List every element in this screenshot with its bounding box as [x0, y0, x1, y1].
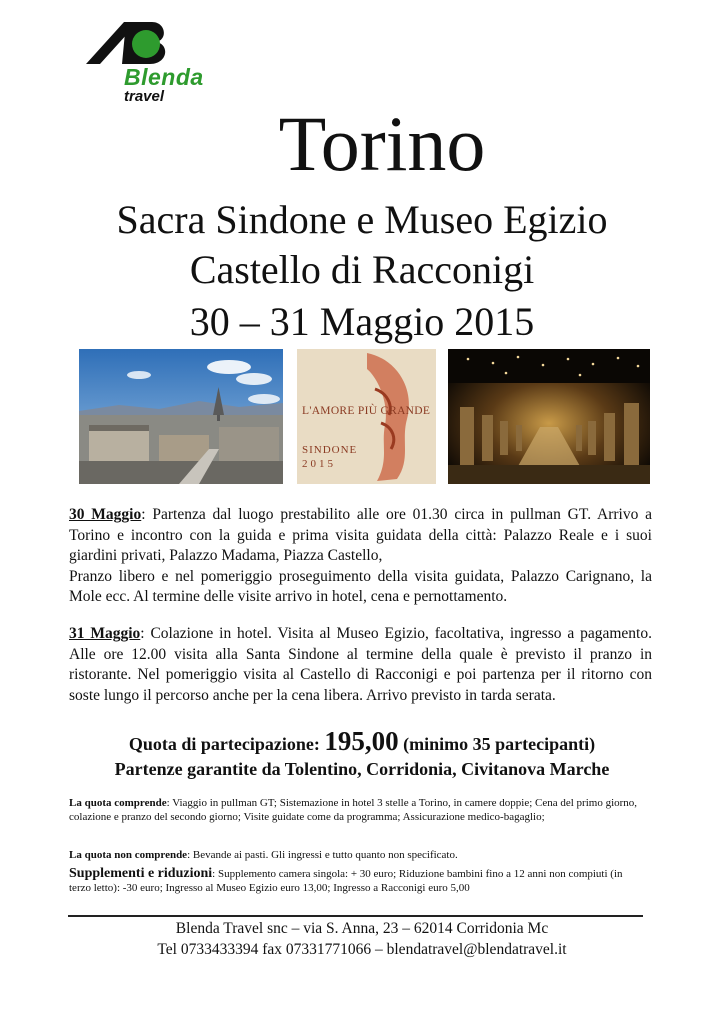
price-note: (minimo 35 partecipanti) [403, 734, 596, 754]
sindone-poster-image [297, 349, 436, 484]
supplements-body: : Supplemento camera singola: + 30 euro; Riduzione bambini fino a 12 anni non compiuti (in terzo letto): -30 euro; Ingresso al Museo Egizio euro 13,00; Ingresso a Racconigi euro 5,00 [69, 868, 623, 894]
poster-line-3: 2015 [302, 458, 336, 470]
footer-address: Blenda Travel snc – via S. Anna, 23 – 62014 Corridonia Mc [175, 920, 549, 937]
supplements-label: Supplementi e riduzioni [69, 866, 213, 881]
day-1-text-continued: Pranzo libero e nel pomeriggio proseguimento della visita guidata, Palazzo Carignano, la Mole ecc. Al termine delle visite arrivo in hotel, cena e pernottamento. [69, 567, 652, 605]
price-label: Quota di partecipazione: [128, 734, 320, 754]
blenda-logo [86, 20, 246, 110]
turin-cityscape-image [79, 349, 283, 484]
day-2-text: : Colazione in hotel. Visita al Museo Egizio, facoltativa, ingresso a pagamento. Alle ore 12.00 visita alla Santa Sindone al termine della quale è previsto il pranzo in ristorante. Nel pomeriggio visita al Castello di Racconigi e poi partenza per il ritorno con soste lungo il percorso anche per la cena libera. Arrivo previsto in tarda serata. [69, 625, 652, 704]
logo-sub-text: travel [124, 88, 165, 105]
day-1-label: 30 Maggio [69, 506, 142, 523]
footer-divider [68, 915, 643, 917]
supplements-text [69, 867, 644, 895]
includes-label: La quota comprende [69, 797, 167, 809]
subtitle-1: Sacra Sindone e Museo Egizio [116, 197, 608, 242]
excludes-text [69, 848, 644, 862]
logo-brand-text: Blenda [124, 64, 204, 90]
day-1-text: : Partenza dal luogo prestabilito alle ore 01.30 circa in pullman GT. Arrivo a Torino e incontro con la guida e prima visita guidata della città: Palazzo Reale e i suoi giardini privati, Palazzo Madama, Piazza Castello, [69, 506, 653, 564]
subtitle-dates: 30 – 31 Maggio 2015 [189, 299, 535, 344]
subtitle-2: Castello di Racconigi [189, 247, 535, 292]
footer-contacts: Tel 0733433394 fax 07331771066 – blendatravel@blendatravel.it [157, 941, 567, 958]
price-line [0, 726, 724, 759]
day-1-description [69, 505, 652, 608]
departures-line: Partenze garantite da Tolentino, Corridonia, Civitanova Marche [114, 759, 610, 779]
poster-line-1: L'AMORE PIÙ GRANDE [302, 405, 431, 417]
blenda-logo-mark-icon [86, 20, 176, 66]
day-2-description [69, 624, 652, 706]
egyptian-museum-image [448, 349, 650, 484]
includes-body: : Viaggio in pullman GT; Sistemazione in hotel 3 stelle a Torino, in camere doppie; Cena del primo giorno, colazione e pranzo del secondo giorno; Visite guidate come da programma; Assicurazione medico-bagaglio; [69, 797, 638, 823]
excludes-body: : Bevande ai pasti. Gli ingressi e tutto quanto non specificato. [187, 849, 458, 861]
page-title: Torino [278, 100, 486, 187]
price-amount: 195,00 [324, 726, 399, 756]
day-2-label: 31 Maggio [69, 625, 141, 642]
excludes-label: La quota non comprende [69, 849, 188, 861]
poster-line-2: SINDONE [302, 444, 358, 456]
includes-text [69, 796, 644, 824]
